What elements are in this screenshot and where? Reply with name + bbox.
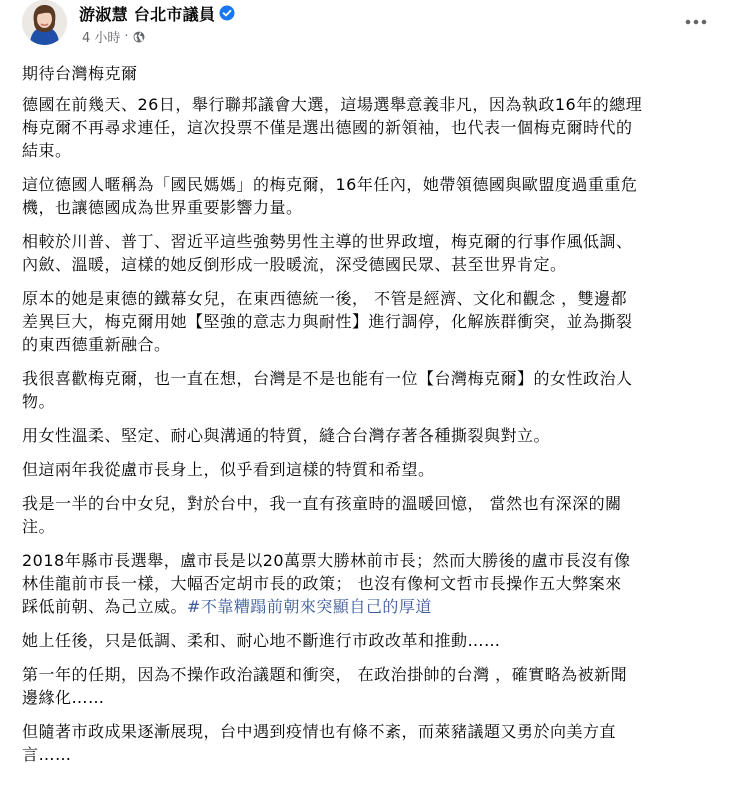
more-options-button[interactable] bbox=[678, 4, 714, 40]
post-paragraph-8: 我是一半的台中女兒，對於台中，我一直有孩童時的溫暖回憶， 當然也有深深的關 注。 bbox=[22, 494, 622, 536]
author-name[interactable]: 游淑慧 台北市議員 bbox=[79, 4, 216, 24]
meta-separator: · bbox=[124, 29, 129, 44]
post-header bbox=[22, 0, 722, 46]
avatar-image bbox=[22, 0, 67, 45]
post-body bbox=[22, 62, 722, 777]
post-paragraph-9 bbox=[22, 549, 722, 618]
post-paragraph-9-text: 2018年縣市長選舉，盧市長是以20萬票大勝林前市長；然而大勝後的盧市長沒有像 林佳龍前市長一樣，大幅否定胡市長的政策； 也沒有像柯文哲市長操作五大弊案來 踩低前朝、為己立威。 bbox=[22, 551, 631, 616]
verified-badge-icon bbox=[219, 5, 235, 21]
post-paragraph-5: 我很喜歡梅克爾，也一直在想，台灣是不是也能有一位【台灣梅克爾】的女性政治人 物。 bbox=[22, 369, 633, 411]
post-title: 期待台灣梅克爾 bbox=[22, 64, 138, 83]
post-paragraph-4: 原本的她是東德的鐵幕女兒，在東西德統一後， 不管是經濟、文化和觀念 ，雙邊都 差異巨大，梅克爾用她【堅強的意志力與耐性】進行調停，化解族群衝突，並為撕裂 的東西德重新融合。 bbox=[22, 289, 633, 354]
post-paragraph-2: 這位德國人暱稱為「國民媽媽」的梅克爾，16年任內，她帶領德國與歐盟度過重重危 機，也讓德國成為世界重要影響力量。 bbox=[22, 175, 638, 217]
author-line bbox=[79, 2, 235, 24]
post-paragraph-11: 第一年的任期，因為不操作政治議題和衝突， 在政治掛帥的台灣 ，確實略為被新聞 邊緣化…… bbox=[22, 665, 628, 707]
avatar[interactable] bbox=[22, 0, 67, 45]
hashtag-link[interactable]: #不靠糟蹋前朝來突顯自己的厚道 bbox=[187, 597, 432, 616]
post-paragraph-12: 但隨著市政成果逐漸展現，台中遇到疫情也有條不紊，而萊豬議題又勇於向美方直 言…… bbox=[22, 722, 617, 764]
post-paragraph-1: 德國在前幾天、26日，舉行聯邦議會大選，這場選舉意義非凡，因為執政16年的總理 梅克爾不再尋求連任，這次投票不僅是選出德國的新領袖，也代表一個梅克爾時代的 結束。 bbox=[22, 95, 643, 160]
post-timestamp[interactable]: 4 小時 bbox=[82, 31, 121, 46]
post-paragraph-6: 用女性溫柔、堅定、耐心與溝通的特質，縫合台灣存著各種撕裂與對立。 bbox=[22, 426, 551, 445]
more-horizontal-icon bbox=[685, 19, 707, 25]
post-paragraph-3: 相較於川普、普丁、習近平這些強勢男性主導的世界政壇，梅克爾的行事作風低調、 內斂、溫暖，這樣的她反倒形成一股暖流，深受德國民眾、甚至世界肯定。 bbox=[22, 232, 633, 274]
post-meta bbox=[82, 27, 145, 46]
post-paragraph-7: 但這兩年我從盧市長身上，似乎看到這樣的特質和希望。 bbox=[22, 460, 435, 479]
post-paragraph-10: 她上任後，只是低調、柔和、耐心地不斷進行市政改革和推動…… bbox=[22, 631, 501, 650]
globe-icon[interactable] bbox=[133, 31, 145, 43]
